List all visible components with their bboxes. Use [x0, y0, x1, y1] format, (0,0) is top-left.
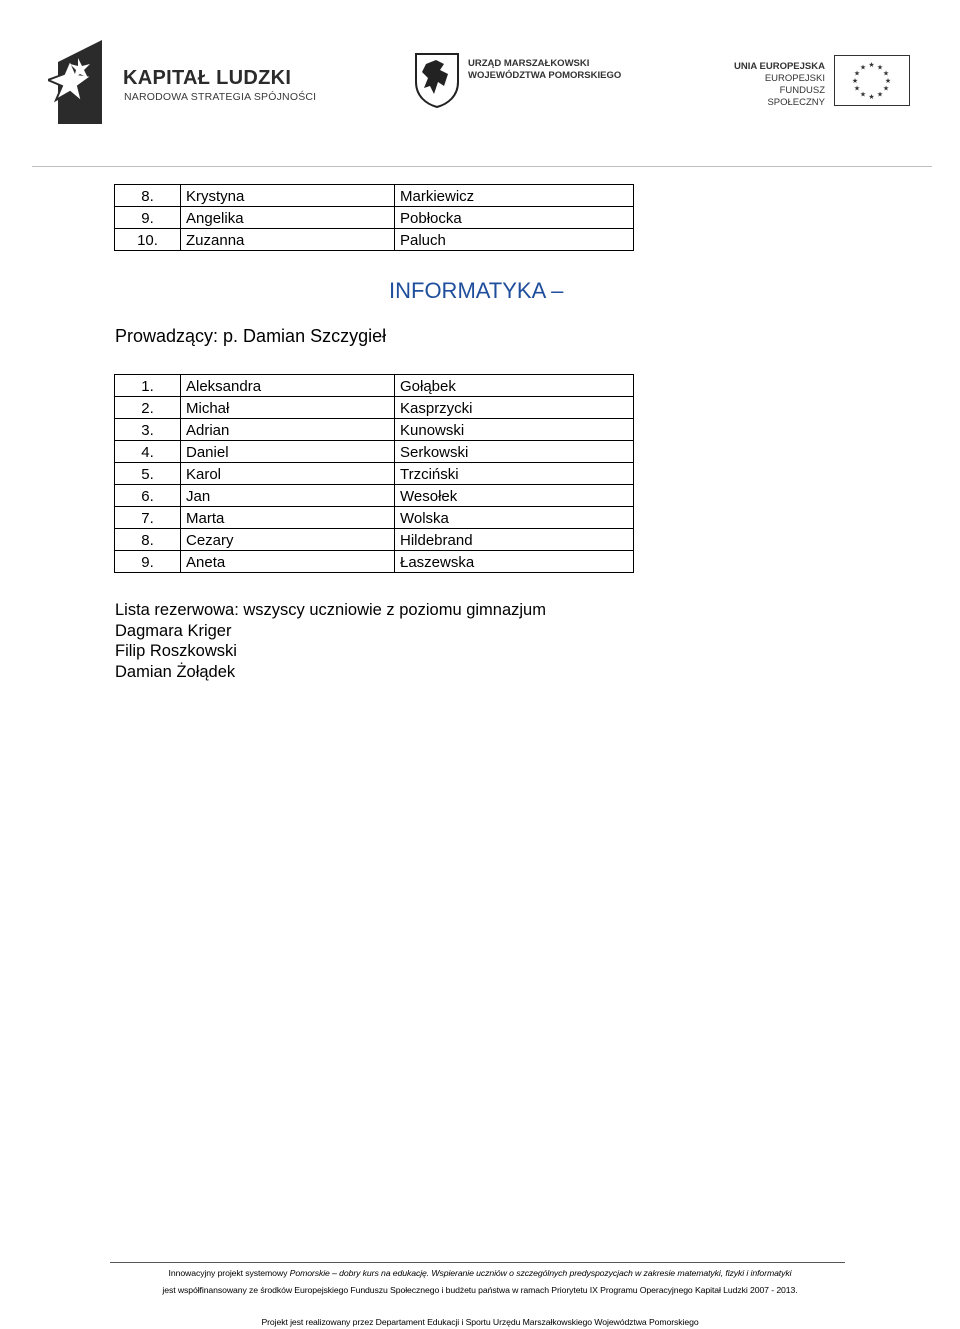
urzad-line2: WOJEWÓDZTWA POMORSKIEGO: [468, 70, 622, 81]
svg-text:★: ★: [859, 63, 867, 72]
svg-text:★: ★: [853, 84, 861, 93]
svg-text:★: ★: [868, 61, 875, 69]
last-name: Łaszewska: [395, 551, 634, 573]
footer-line1-italic: Pomorskie – dobry kurs na edukację. Wspieranie uczniów o szczególnych predyspozycjach w zakresie matematyki, fizyki i informatyki: [289, 1268, 792, 1278]
table-row: [115, 463, 634, 485]
svg-text:★: ★: [868, 93, 875, 101]
griffin-crest-icon: [414, 52, 460, 108]
table-row: [115, 229, 634, 251]
ue-line2: EUROPEJSKI: [764, 73, 825, 84]
first-name: Zuzanna: [181, 229, 395, 251]
kapital-ludzki-subtitle: NARODOWA STRATEGIA SPÓJNOŚCI: [124, 91, 317, 103]
kapital-ludzki-title: KAPITAŁ LUDZKI: [123, 67, 292, 89]
last-name: Trzciński: [395, 463, 634, 485]
eu-flag-icon: [834, 55, 910, 106]
table-row: [115, 529, 634, 551]
svg-text:★: ★: [884, 77, 892, 85]
svg-text:★: ★: [882, 69, 890, 78]
footer-divider: [110, 1262, 845, 1263]
row-number: 4.: [115, 441, 181, 463]
svg-text:★: ★: [882, 84, 890, 93]
informatyka-group-table: [114, 374, 634, 573]
ue-line3: FUNDUSZ SPOŁECZNY: [767, 85, 825, 108]
row-number: 1.: [115, 375, 181, 397]
first-name: Daniel: [181, 441, 395, 463]
reserve-name: Filip Roszkowski: [115, 642, 237, 661]
last-name: Kasprzycki: [395, 397, 634, 419]
kapital-ludzki-emblem-icon: [48, 40, 108, 126]
row-number: 9.: [115, 551, 181, 573]
first-name: Krystyna: [181, 185, 395, 207]
first-name: Michał: [181, 397, 395, 419]
footer-line1: [0, 1268, 960, 1278]
ue-line1: UNIA EUROPEJSKA: [734, 61, 825, 72]
last-name: Hildebrand: [395, 529, 634, 551]
table-row: [115, 507, 634, 529]
first-name: Aleksandra: [181, 375, 395, 397]
row-number: 5.: [115, 463, 181, 485]
header-divider: [32, 166, 932, 167]
reserve-name: Damian Żołądek: [115, 663, 236, 682]
last-name: Markiewicz: [395, 185, 634, 207]
first-name: Karol: [181, 463, 395, 485]
last-name: Gołąbek: [395, 375, 634, 397]
svg-text:★: ★: [859, 90, 867, 99]
urzad-marszalkowski-logo: [414, 52, 634, 112]
last-name: Wesołek: [395, 485, 634, 507]
row-number: 8.: [115, 529, 181, 551]
unia-europejska-logo: [720, 55, 915, 110]
row-number: 3.: [115, 419, 181, 441]
reserve-list: [115, 600, 546, 683]
last-name: Paluch: [395, 229, 634, 251]
last-name: Kunowski: [395, 419, 634, 441]
kapital-ludzki-logo: [48, 40, 318, 126]
svg-text:★: ★: [851, 77, 859, 85]
first-name: Adrian: [181, 419, 395, 441]
row-number: 9.: [115, 207, 181, 229]
table-row: [115, 551, 634, 573]
previous-group-table: [114, 184, 634, 251]
first-name: Angelika: [181, 207, 395, 229]
svg-text:★: ★: [876, 90, 884, 99]
table-row: [115, 397, 634, 419]
table-row: [115, 441, 634, 463]
last-name: Wolska: [395, 507, 634, 529]
last-name: Pobłocka: [395, 207, 634, 229]
row-number: 2.: [115, 397, 181, 419]
ue-text-block: [720, 61, 825, 109]
first-name: Marta: [181, 507, 395, 529]
first-name: Cezary: [181, 529, 395, 551]
table-row: [115, 207, 634, 229]
svg-text:★: ★: [853, 69, 861, 78]
footer-line2: jest współfinansowany ze środków Europejskiego Funduszu Społecznego i budżetu państwa w ramach Priorytetu IX Programu Operacyjnego Kapitał Ludzki 2007 - 2013.: [162, 1285, 798, 1295]
footer-line3: Projekt jest realizowany przez Departament Edukacji i Sportu Urzędu Marszałkowskiego Województwa Pomorskiego: [261, 1317, 699, 1327]
footer-line1-prefix: Innowacyjny projekt systemowy: [168, 1268, 290, 1278]
row-number: 6.: [115, 485, 181, 507]
table-row: [115, 419, 634, 441]
table-row: [115, 375, 634, 397]
table-row: [115, 185, 634, 207]
urzad-line1: URZĄD MARSZAŁKOWSKI: [468, 58, 590, 69]
first-name: Jan: [181, 485, 395, 507]
svg-text:★: ★: [876, 63, 884, 72]
instructor-line: Prowadzący: p. Damian Szczygieł: [115, 326, 387, 346]
reserve-name: Dagmara Kriger: [115, 621, 232, 640]
first-name: Aneta: [181, 551, 395, 573]
last-name: Serkowski: [395, 441, 634, 463]
section-title: INFORMATYKA –: [389, 278, 564, 303]
row-number: 10.: [115, 229, 181, 251]
row-number: 8.: [115, 185, 181, 207]
reserve-heading: Lista rezerwowa: wszyscy uczniowie z poziomu gimnazjum: [115, 601, 546, 619]
row-number: 7.: [115, 507, 181, 529]
table-row: [115, 485, 634, 507]
